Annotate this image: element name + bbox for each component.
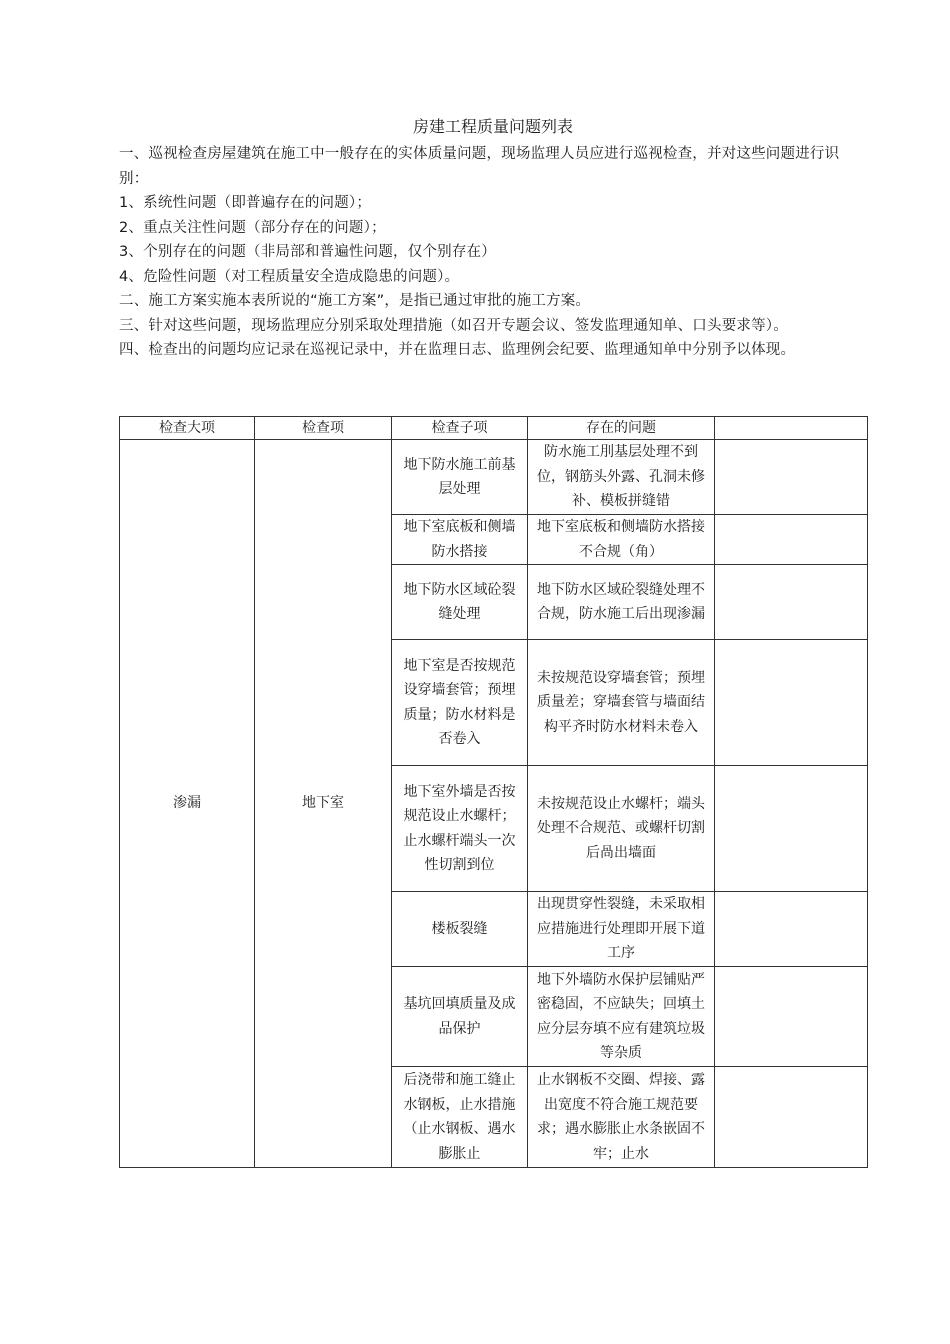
item-cell: 地下室 <box>255 440 392 1168</box>
subitem-cell: 地下室底板和侧墙防水搭接 <box>392 515 528 565</box>
issue-cell: 未按规范设止水螺杆；端头处理不合规范、或螺杆切割后咼出墙面 <box>528 766 715 892</box>
blank-cell <box>715 967 868 1067</box>
category-cell: 渗漏 <box>120 440 255 1168</box>
page-title: 房建工程质量问题列表 <box>412 117 573 136</box>
issue-cell: 地下室底板和侧墙防水搭接不合规（角） <box>528 515 715 565</box>
issue-cell: 止水钢板不交圈、焊接、露出宽度不符合施工规范要求；遇水膨胀止水条嵌固不牢；止水 <box>528 1067 715 1168</box>
subitem-cell: 基坑回填质量及成品保护 <box>392 967 528 1067</box>
blank-cell <box>715 440 868 515</box>
header-blank <box>715 417 868 440</box>
intro-paragraph: 四、检查出的问题均应记录在巡视记录中，并在监理日志、监理例会纪要、监理通知单中分别予以体现。 <box>119 342 796 358</box>
issue-cell: 地下防水区域砼裂缝处理不合规，防水施工后出现渗漏 <box>528 565 715 640</box>
header-category: 检查大项 <box>120 417 255 440</box>
intro-paragraph: 1、系统性问题（即普遍存在的问题）； <box>119 195 372 211</box>
intro-paragraph: 4、危险性问题（对工程质量安全造成隐患的问题）。 <box>119 268 460 285</box>
intro-paragraph: 二、施工方案实施本表所说的“施工方案”，是指已通过审批的施工方案。 <box>119 293 591 309</box>
issue-cell: 未按规范设穿墙套管；预埋质量差；穿墙套管与墙面结构平齐时防水材料未卷入 <box>528 640 715 766</box>
intro-paragraph: 3、个别存在的问题（非局部和普遍性问题，仅个别存在） <box>119 244 496 260</box>
header-subitem: 检查子项 <box>392 417 528 440</box>
quality-issue-table <box>119 416 868 1168</box>
issue-cell: 地下外墙防水保护层铺贴严密稳固，不应缺失；回填土应分层夯填不应有建筑垃圾等杂质 <box>528 967 715 1067</box>
blank-cell <box>715 565 868 640</box>
blank-cell <box>715 766 868 892</box>
document-page <box>119 114 867 363</box>
blank-cell <box>715 1067 868 1168</box>
intro-paragraph: 2、重点关注性问题（部分存在的问题）； <box>119 219 386 236</box>
subitem-cell: 地下防水施工前基层处理 <box>392 440 528 515</box>
header-issue: 存在的问题 <box>528 417 715 440</box>
subitem-cell: 楼板裂缝 <box>392 892 528 967</box>
table-row <box>120 440 868 515</box>
issue-cell: 出现贯穿性裂缝，未采取相应措施进行处理即开展下道工序 <box>528 892 715 967</box>
intro-paragraph: 三、针对这些问题，现场监理应分别采取处理措施（如召开专题会议、签发监理通知单、口头要求等）。 <box>119 317 788 334</box>
blank-cell <box>715 640 868 766</box>
table-header-row <box>120 417 868 440</box>
intro-paragraph: 一、巡视检查房屋建筑在施工中一般存在的实体质量问题，现场监理人员应进行巡视检查，并对这些问题进行识别： <box>119 146 840 187</box>
subitem-cell: 地下室外墙是否按规范设止水螺杆；止水螺杆端头一次性切割到位 <box>392 766 528 892</box>
blank-cell <box>715 892 868 967</box>
header-item: 检查项 <box>255 417 392 440</box>
issue-cell: 防水施工刖基层处理不到位，钢筋头外露、孔洞未修补、模板拼缝错 <box>528 440 715 515</box>
subitem-cell: 后浇带和施工缝止水钢板，止水措施（止水钢板、遇水膨胀止 <box>392 1067 528 1168</box>
blank-cell <box>715 515 868 565</box>
subitem-cell: 地下室是否按规范设穿墙套管；预埋质量；防水材料是否卷入 <box>392 640 528 766</box>
subitem-cell: 地下防水区域砼裂缝处理 <box>392 565 528 640</box>
